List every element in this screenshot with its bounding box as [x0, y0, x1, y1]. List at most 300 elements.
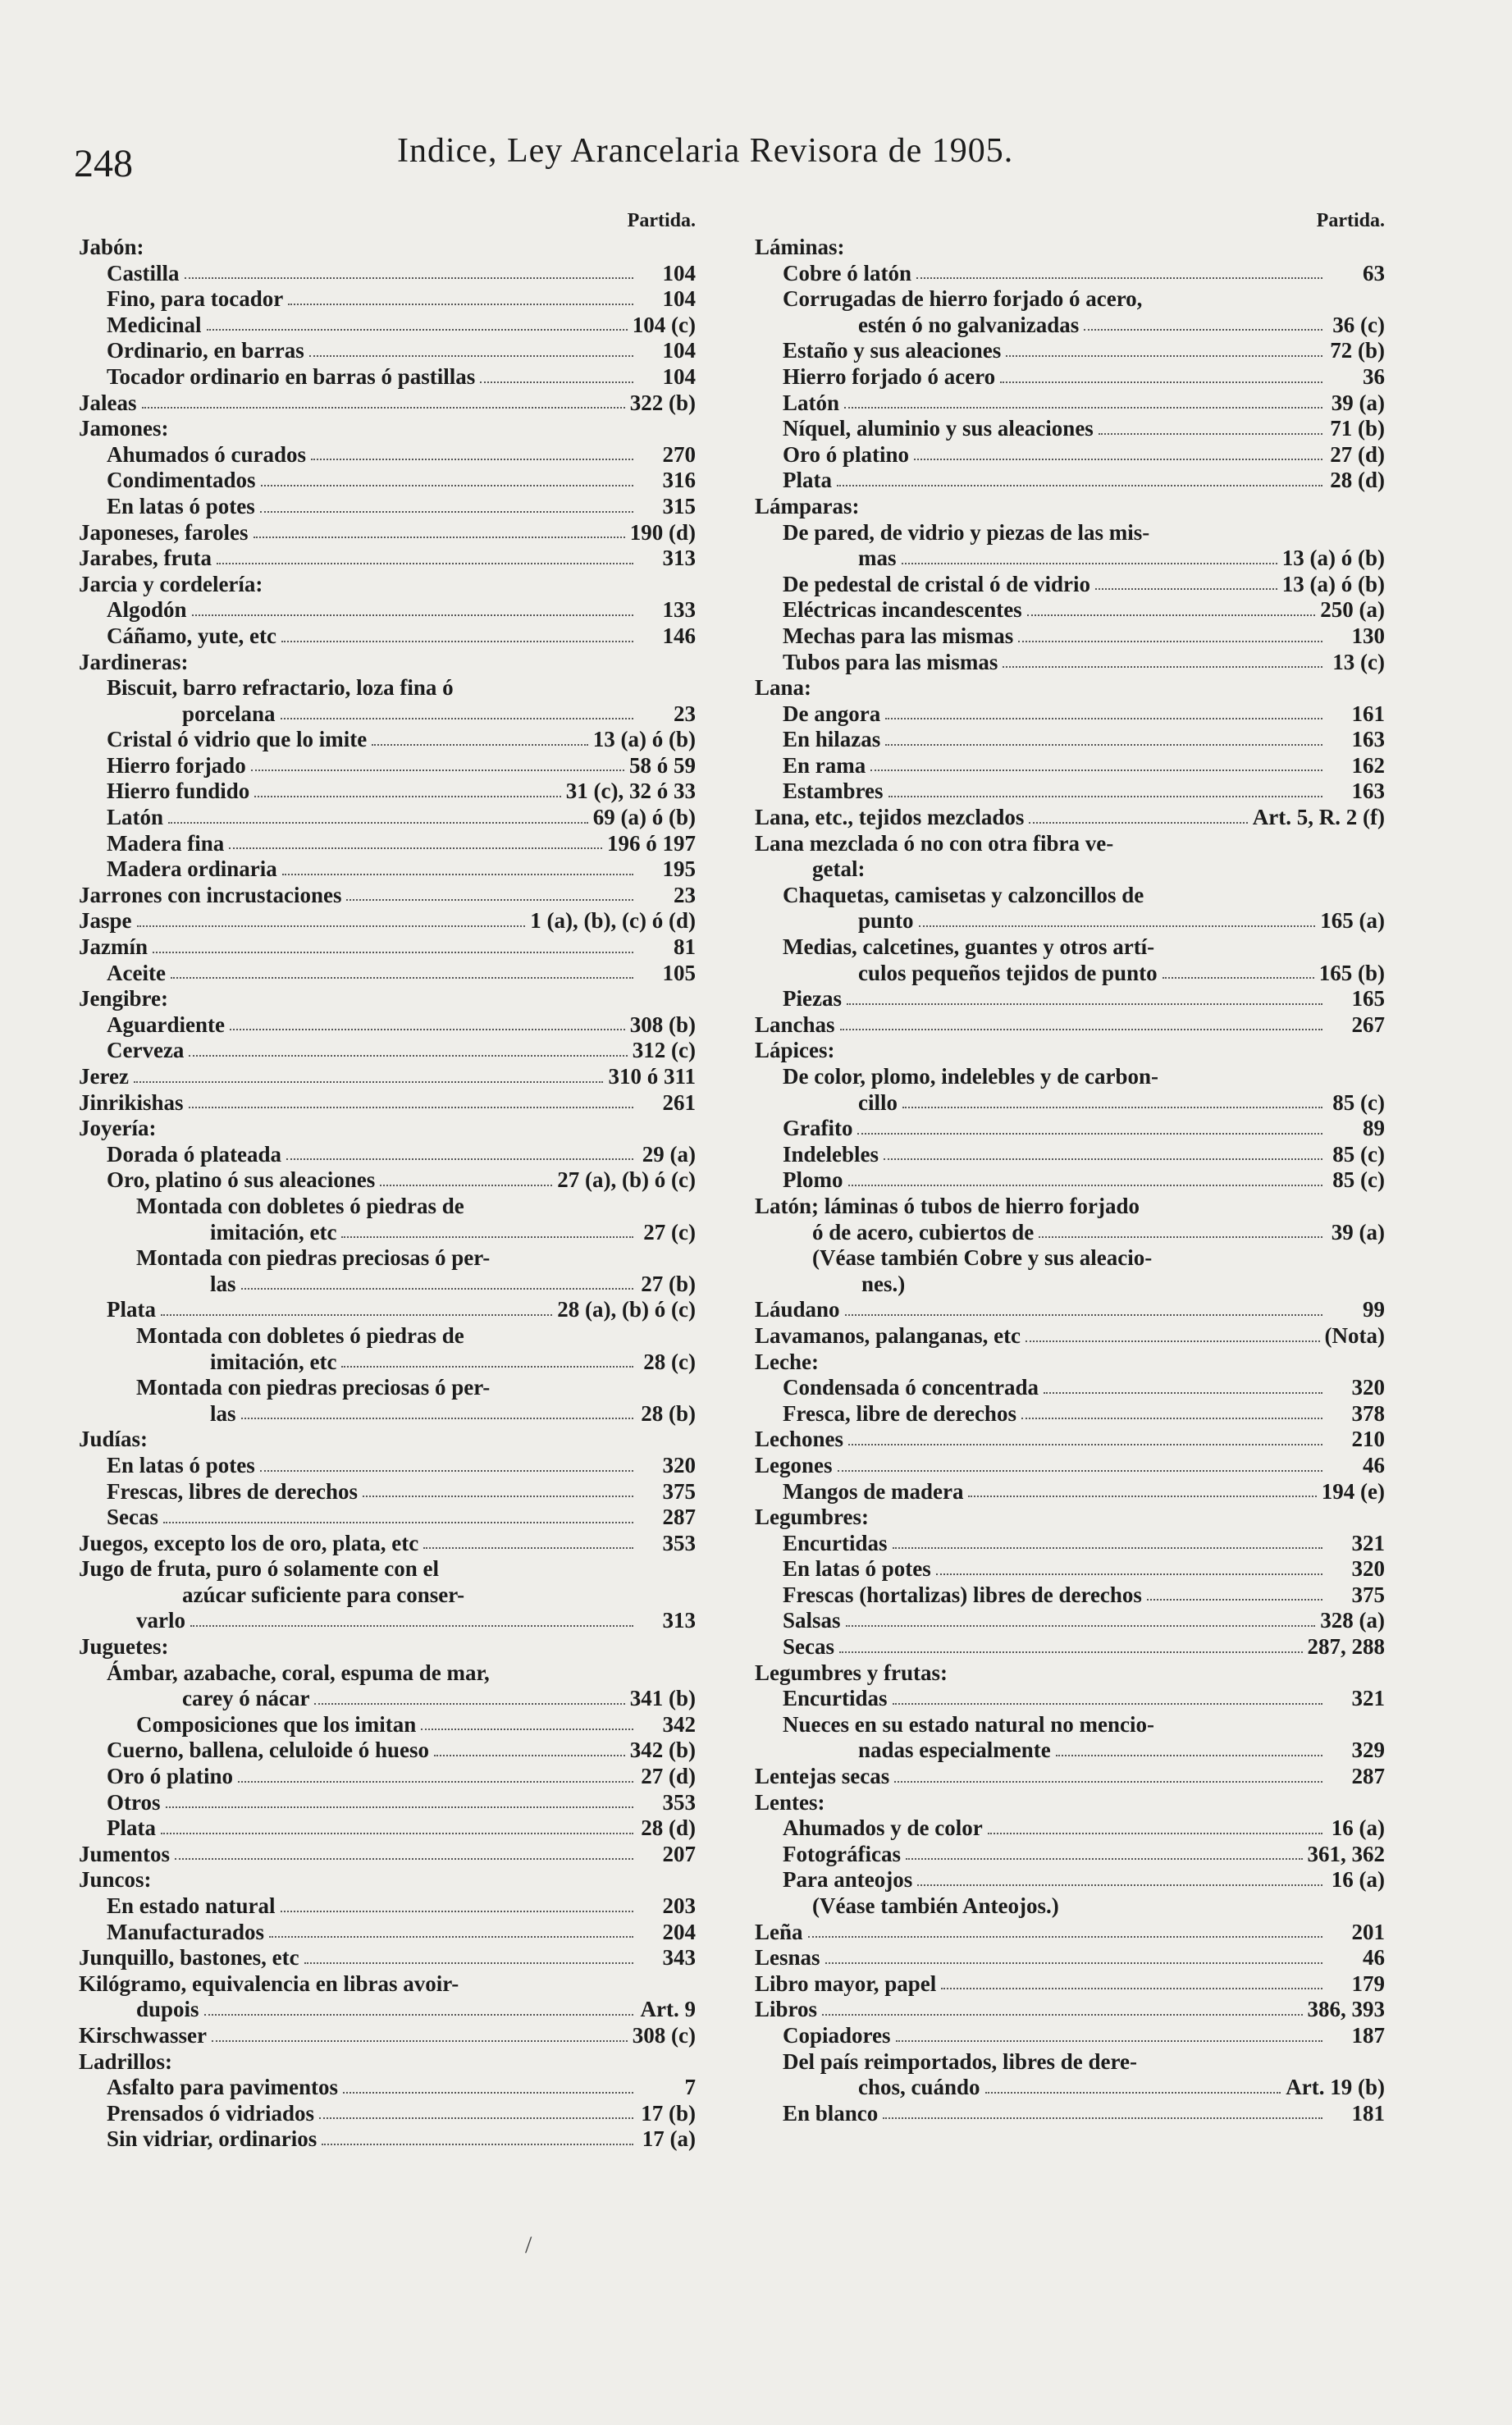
- leader-dots: [190, 1625, 633, 1627]
- leader-dots: [1021, 1418, 1322, 1419]
- entry-term: Cristal ó vidrio que lo imite: [107, 727, 368, 752]
- entry-partida: 28 (c): [643, 1349, 696, 1374]
- entry-term: Oro, platino ó sus aleaciones: [107, 1167, 376, 1193]
- index-entry: [755, 1582, 1391, 1609]
- leader-dots: [423, 1547, 633, 1549]
- leader-dots: [808, 1936, 1322, 1938]
- leader-dots: [161, 1314, 552, 1316]
- index-entry: [755, 675, 1391, 701]
- leader-dots: [166, 1806, 634, 1808]
- entry-term: Legones: [755, 1452, 833, 1477]
- leader-dots: [153, 952, 633, 953]
- entry-term: Lápices:: [755, 1038, 835, 1063]
- entry-term: Libros: [755, 1997, 818, 2022]
- leader-dots: [346, 899, 633, 901]
- index-entry: [755, 1323, 1391, 1350]
- index-entry: [755, 1920, 1391, 1946]
- index-entry: [755, 261, 1391, 287]
- index-entry: [79, 2101, 702, 2127]
- entry-term: Cobre ó latón: [783, 260, 912, 285]
- entry-term: Jerez: [79, 1064, 129, 1089]
- leader-dots: [941, 1988, 1322, 1989]
- entry-partida: 343: [662, 1945, 696, 1971]
- leader-dots: [251, 770, 624, 771]
- entry-term-line: Nueces en su estado natural no mencio-: [783, 1711, 1154, 1737]
- leader-dots: [906, 1858, 1303, 1860]
- index-entry: [755, 1815, 1391, 1842]
- entry-term: Jumentos: [79, 1841, 171, 1866]
- leader-dots: [847, 1003, 1322, 1005]
- entry-partida: 85 (c): [1332, 1141, 1385, 1167]
- entry-partida: 187: [1351, 2022, 1385, 2048]
- index-entry: [79, 286, 702, 313]
- entry-term: Láminas:: [755, 235, 845, 259]
- index-entry: [79, 1764, 702, 1790]
- entry-term: dupois: [136, 1997, 199, 2022]
- leader-dots: [163, 1522, 633, 1523]
- entry-partida: 321: [1351, 1686, 1385, 1711]
- entry-term: Otros: [107, 1789, 161, 1815]
- entry-term: Hierro forjado: [107, 752, 246, 778]
- entry-partida: 287: [662, 1505, 696, 1530]
- leader-dots: [260, 1470, 633, 1472]
- index-entry-wrapped: [79, 1971, 702, 2023]
- entry-partida: Art. 19 (b): [1286, 2075, 1385, 2100]
- entry-partida: 287: [1351, 1764, 1385, 1789]
- index-entry: [755, 572, 1391, 598]
- entry-term: Secas: [107, 1505, 158, 1530]
- entry-term: Jaleas: [79, 390, 137, 415]
- index-entry: [755, 2101, 1391, 2127]
- entry-partida: (Nota): [1324, 1322, 1385, 1348]
- entry-term-line: De pared, de vidrio y piezas de las mis-: [783, 519, 1150, 545]
- entry-partida: 39 (a): [1331, 390, 1385, 415]
- leader-dots: [304, 1962, 633, 1964]
- entry-term: Composiciones que los imitan: [136, 1711, 417, 1737]
- leader-dots: [822, 2014, 1302, 2016]
- index-entry: [79, 597, 702, 623]
- entry-term: Secas: [783, 1634, 834, 1660]
- leader-dots: [363, 1496, 633, 1497]
- index-entry-continuation: [79, 1608, 702, 1634]
- leader-dots: [137, 925, 526, 927]
- leader-dots: [1027, 614, 1316, 616]
- leader-dots: [189, 1107, 633, 1108]
- entry-term: varlo: [136, 1608, 185, 1633]
- entry-term-line: Del país reimportados, libres de dere-: [783, 2048, 1137, 2074]
- entry-term-line: azúcar suficiente para conser-: [182, 1582, 465, 1607]
- entry-partida: 386, 393: [1307, 1997, 1385, 2022]
- leader-dots: [936, 1573, 1322, 1575]
- leader-dots: [883, 2117, 1322, 2119]
- entry-term: Hierro fundido: [107, 779, 250, 804]
- entry-partida: 99: [1363, 1297, 1385, 1322]
- entry-term: Para anteojos: [783, 1867, 913, 1893]
- index-entry: [79, 1453, 702, 1479]
- entry-term: Encurtidas: [783, 1686, 888, 1711]
- leader-dots: [212, 2040, 628, 2042]
- index-entry-wrapped: [755, 1712, 1391, 1764]
- index-entry: [79, 1712, 702, 1738]
- entry-partida: 378: [1351, 1400, 1385, 1426]
- leader-dots: [380, 1185, 552, 1186]
- entry-term: ó de acero, cubiertos de: [812, 1219, 1035, 1244]
- entry-term: Aguardiente: [107, 1012, 225, 1037]
- leader-dots: [1006, 355, 1322, 357]
- index-entry: [79, 1634, 702, 1660]
- index-entry-wrapped: [755, 883, 1391, 934]
- entry-partida: 195: [662, 856, 696, 882]
- entry-partida: 105: [662, 960, 696, 985]
- index-entry: [755, 1453, 1391, 1479]
- entry-term: Jarrones con incrustaciones: [79, 882, 342, 907]
- index-entry-wrapped: [755, 2049, 1391, 2101]
- entry-term: Lanchas: [755, 1012, 835, 1037]
- leader-dots: [914, 459, 1322, 460]
- entry-term: Leche:: [755, 1349, 819, 1374]
- leader-dots: [254, 537, 625, 538]
- index-entry: [79, 2075, 702, 2101]
- leader-dots: [269, 1936, 633, 1938]
- entry-partida: 308 (b): [629, 1012, 696, 1037]
- leader-dots: [1018, 641, 1322, 642]
- entry-term-line: Medias, calcetines, guantes y otros artí-: [783, 934, 1155, 960]
- entry-partida: 320: [662, 1452, 696, 1477]
- entry-term: Aceite: [107, 960, 166, 985]
- entry-term: porcelana: [182, 701, 276, 726]
- index-entry-continuation: [755, 1738, 1391, 1764]
- entry-term: Legumbres:: [755, 1505, 869, 1530]
- entry-term-line: Latón; láminas ó tubos de hierro forjado: [755, 1193, 1140, 1218]
- index-entry: [755, 1167, 1391, 1194]
- entry-partida: 270: [662, 441, 696, 467]
- index-entry: [79, 2049, 702, 2076]
- entry-term: Hierro forjado ó acero: [783, 363, 996, 389]
- right-entry-list: [755, 235, 1391, 2126]
- entry-term: Jazmín: [79, 934, 148, 960]
- entry-term: Grafito: [783, 1116, 853, 1141]
- entry-partida: 13 (a) ó (b): [592, 727, 696, 752]
- entry-term: punto: [858, 908, 914, 934]
- entry-term: Lentes:: [755, 1789, 825, 1815]
- leader-dots: [848, 1444, 1322, 1445]
- entry-term: Jinrikishas: [79, 1089, 184, 1115]
- entry-term: Medicinal: [107, 312, 202, 337]
- entry-term: Lechones: [755, 1427, 843, 1452]
- entry-term: Lana, etc., tejidos mezclados: [755, 805, 1025, 830]
- entry-partida: 165 (b): [1318, 960, 1385, 985]
- index-entry-wrapped: [79, 1375, 702, 1427]
- entry-partida: 165 (a): [1320, 908, 1385, 934]
- entry-term: Algodón: [107, 597, 187, 623]
- entry-partida: 320: [1351, 1375, 1385, 1400]
- entry-term: Ordinario, en barras: [107, 338, 304, 363]
- entry-partida: 85 (c): [1332, 1089, 1385, 1115]
- leader-dots: [1084, 329, 1322, 331]
- entry-term: Lesnas: [755, 1945, 820, 1971]
- entry-term: Estambres: [783, 779, 884, 804]
- index-entry-continuation: [755, 961, 1391, 987]
- entry-partida: 28 (b): [641, 1400, 696, 1426]
- entry-partida: 85 (c): [1332, 1167, 1385, 1193]
- leader-dots: [434, 1755, 625, 1756]
- entry-partida: 104: [662, 363, 696, 389]
- entry-term: Piezas: [783, 986, 842, 1012]
- entry-term: Cáñamo, yute, etc: [107, 623, 276, 648]
- entry-term-line: De color, plomo, indelebles y de carbon-: [783, 1064, 1158, 1089]
- index-entry-wrapped: [755, 286, 1391, 338]
- index-entry: [755, 2023, 1391, 2049]
- entry-term: En hilazas: [783, 727, 881, 752]
- entry-term: Ladrillos:: [79, 2048, 173, 2074]
- entry-term: Legumbres y frutas:: [755, 1660, 948, 1685]
- leader-dots: [1056, 1755, 1322, 1756]
- leader-dots: [168, 822, 588, 824]
- leader-dots: [319, 2117, 633, 2119]
- entry-term: Lámparas:: [755, 493, 860, 518]
- leader-dots: [919, 925, 1316, 927]
- leader-dots: [988, 1833, 1322, 1834]
- entry-term: Oro ó platino: [783, 441, 910, 467]
- entry-term: En blanco: [783, 2100, 879, 2126]
- entry-term: Eléctricas incandescentes: [783, 597, 1022, 623]
- leader-dots: [838, 1470, 1323, 1472]
- index-entry-wrapped: [79, 1556, 702, 1634]
- index-entry: [755, 1660, 1391, 1687]
- index-entry: [79, 1064, 702, 1090]
- entry-partida: 69 (a) ó (b): [592, 805, 696, 830]
- entry-term-line: Lana mezclada ó no con otra fibra ve-: [755, 830, 1114, 856]
- index-entry: [755, 1401, 1391, 1427]
- entry-term: Latón: [107, 805, 164, 830]
- leader-dots: [1026, 1340, 1319, 1342]
- entry-partida: 196 ó 197: [607, 830, 696, 856]
- leader-dots: [917, 1884, 1322, 1886]
- index-entry: [79, 1090, 702, 1117]
- leader-dots: [896, 2040, 1322, 2042]
- entry-partida: 207: [662, 1841, 696, 1866]
- index-entry: [79, 883, 702, 909]
- entry-term: Jaspe: [79, 908, 132, 934]
- entry-term: Ahumados y de color: [783, 1815, 983, 1841]
- leader-dots: [885, 718, 1322, 719]
- index-entry-continuation: [79, 1997, 702, 2023]
- entry-term-line: Montada con piedras preciosas ó per-: [136, 1245, 491, 1271]
- leader-dots: [288, 304, 633, 305]
- entry-partida: 71 (b): [1330, 416, 1385, 441]
- index-entry: [755, 1297, 1391, 1323]
- entry-partida: 361, 362: [1307, 1841, 1385, 1866]
- entry-term: imitación, etc: [210, 1219, 337, 1244]
- entry-partida: 63: [1363, 260, 1385, 285]
- index-entry: [755, 1012, 1391, 1039]
- index-entry: [755, 597, 1391, 623]
- entry-term: Prensados ó vidriados: [107, 2100, 315, 2126]
- index-entry: [755, 1427, 1391, 1453]
- index-entry: [755, 727, 1391, 753]
- entry-partida: 104: [662, 286, 696, 312]
- entry-partida: 287, 288: [1307, 1634, 1385, 1660]
- entry-partida: 7: [684, 2075, 696, 2100]
- entry-term: Jardineras:: [79, 649, 189, 674]
- index-entry-wrapped: [755, 934, 1391, 986]
- leader-dots: [341, 1366, 633, 1368]
- index-entry: [79, 1867, 702, 1893]
- leader-dots: [286, 1158, 633, 1160]
- entry-term: Tubos para las mismas: [783, 649, 998, 674]
- index-entry: [79, 986, 702, 1012]
- entry-term-line: Biscuit, barro refractario, loza fina ó: [107, 675, 454, 701]
- index-entry-continuation: [79, 701, 702, 728]
- index-entry-continuation: [79, 1401, 702, 1427]
- index-entry: [79, 1479, 702, 1505]
- entry-partida: 36: [1363, 363, 1385, 389]
- leader-dots: [894, 1781, 1322, 1783]
- index-entry: [79, 1842, 702, 1868]
- index-entry: [755, 623, 1391, 650]
- entry-partida: 17 (a): [642, 2126, 696, 2152]
- leader-dots: [343, 2092, 633, 2094]
- index-entry-wrapped: [755, 1064, 1391, 1116]
- entry-term: Sin vidriar, ordinarios: [107, 2126, 317, 2152]
- entry-partida: 27 (d): [641, 1764, 696, 1789]
- index-entry: [755, 1556, 1391, 1582]
- index-entry: [755, 442, 1391, 468]
- entry-term: Latón: [783, 390, 840, 415]
- entry-term: Jabón:: [79, 235, 144, 259]
- index-entry: [755, 1867, 1391, 1893]
- entry-term: Manufacturados: [107, 1919, 265, 1944]
- leader-dots: [985, 2092, 1281, 2094]
- entry-partida: 13 (c): [1332, 649, 1385, 674]
- entry-partida: 27 (c): [643, 1219, 696, 1244]
- index-entry: [79, 2126, 702, 2153]
- index-entry: [79, 779, 702, 805]
- index-entry-wrapped: [79, 1245, 702, 1297]
- entry-partida: 250 (a): [1320, 597, 1385, 623]
- entry-term: estén ó no galvanizadas: [858, 312, 1080, 337]
- leader-dots: [185, 277, 633, 279]
- index-entry: [79, 753, 702, 779]
- entry-term: Indelebles: [783, 1141, 879, 1167]
- index-entry: [79, 235, 702, 261]
- entry-partida: 308 (c): [632, 2022, 696, 2048]
- entry-partida: 342 (b): [629, 1738, 696, 1763]
- index-entry: [755, 416, 1391, 442]
- entry-term: imitación, etc: [210, 1349, 337, 1374]
- leader-dots: [261, 485, 633, 486]
- leader-dots: [311, 459, 633, 460]
- entry-term: De angora: [783, 701, 881, 726]
- index-entry: [79, 572, 702, 598]
- index-entry: [79, 1893, 702, 1920]
- leader-dots: [1044, 1392, 1322, 1394]
- entry-term-line: Montada con dobletes ó piedras de: [136, 1322, 464, 1348]
- entry-term: Tocador ordinario en barras ó pastillas: [107, 363, 476, 389]
- entry-partida: 162: [1351, 752, 1385, 778]
- leader-dots: [1099, 433, 1322, 435]
- entry-term: Madera fina: [107, 830, 225, 856]
- entry-partida: 17 (b): [641, 2100, 696, 2126]
- entry-term: Jamones:: [79, 416, 169, 441]
- entry-partida: 58 ó 59: [629, 752, 696, 778]
- entry-partida: 16 (a): [1331, 1867, 1385, 1893]
- index-entry: [79, 1297, 702, 1323]
- entry-partida: 353: [662, 1789, 696, 1815]
- entry-partida: 39 (a): [1331, 1219, 1385, 1244]
- index-entry-continuation: [79, 1350, 702, 1376]
- leader-dots: [241, 1288, 633, 1290]
- leader-dots: [229, 847, 602, 849]
- entry-term: Mechas para las mismas: [783, 623, 1014, 648]
- index-entry: [755, 1038, 1391, 1064]
- leader-dots: [281, 641, 633, 642]
- index-entry: [79, 1920, 702, 1946]
- entry-term: las: [210, 1271, 236, 1296]
- entry-partida: 179: [1351, 1971, 1385, 1996]
- entry-term: Joyería:: [79, 1116, 157, 1141]
- leader-dots: [281, 1911, 633, 1912]
- index-entry: [79, 390, 702, 417]
- page-number: 248: [74, 142, 133, 185]
- index-entry: [755, 338, 1391, 364]
- entry-term: getal:: [812, 856, 866, 882]
- entry-term: Plata: [107, 1297, 156, 1322]
- entry-partida: 89: [1363, 1116, 1385, 1141]
- entry-partida: 165: [1351, 986, 1385, 1012]
- index-entry: [79, 1167, 702, 1194]
- index-entry: [79, 650, 702, 676]
- entry-partida: 104: [662, 260, 696, 285]
- entry-partida: 313: [662, 1608, 696, 1633]
- leader-dots: [282, 874, 633, 875]
- entry-partida: 181: [1351, 2100, 1385, 2126]
- leader-dots: [1029, 822, 1247, 824]
- index-entry-wrapped: [79, 1194, 702, 1245]
- index-entry: [755, 1634, 1391, 1660]
- entry-partida: 190 (d): [629, 519, 696, 545]
- leader-dots: [341, 1236, 633, 1238]
- entry-term: Lentejas secas: [755, 1764, 890, 1789]
- index-entry: [755, 1531, 1391, 1557]
- entry-term: Juegos, excepto los de oro, plata, etc: [79, 1530, 419, 1555]
- index-entry: [755, 1350, 1391, 1376]
- leader-dots: [1147, 1599, 1322, 1601]
- entry-partida: 13 (a) ó (b): [1281, 546, 1385, 571]
- leader-dots: [1095, 588, 1277, 590]
- entry-partida: 81: [674, 934, 696, 960]
- entry-term: En latas ó potes: [783, 1556, 931, 1582]
- entry-partida: 375: [1351, 1582, 1385, 1607]
- entry-term: Plomo: [783, 1167, 843, 1193]
- entry-term: Cuerno, ballena, celuloide ó hueso: [107, 1738, 430, 1763]
- index-entry-wrapped: [79, 675, 702, 727]
- entry-partida: 130: [1351, 623, 1385, 648]
- entry-partida: 353: [662, 1530, 696, 1555]
- entry-term: Plata: [783, 468, 832, 493]
- entry-partida: 13 (a) ó (b): [1281, 571, 1385, 596]
- leader-dots: [902, 563, 1277, 564]
- leader-dots: [171, 977, 633, 979]
- entry-term: las: [210, 1400, 236, 1426]
- entry-partida: 28 (a), (b) ó (c): [557, 1297, 696, 1322]
- index-entry: [79, 468, 702, 494]
- leader-dots: [870, 770, 1322, 771]
- entry-partida: 315: [662, 493, 696, 518]
- entry-term: Jarabes, fruta: [79, 546, 212, 571]
- index-entry: [755, 986, 1391, 1012]
- entry-term: Juncos:: [79, 1867, 152, 1893]
